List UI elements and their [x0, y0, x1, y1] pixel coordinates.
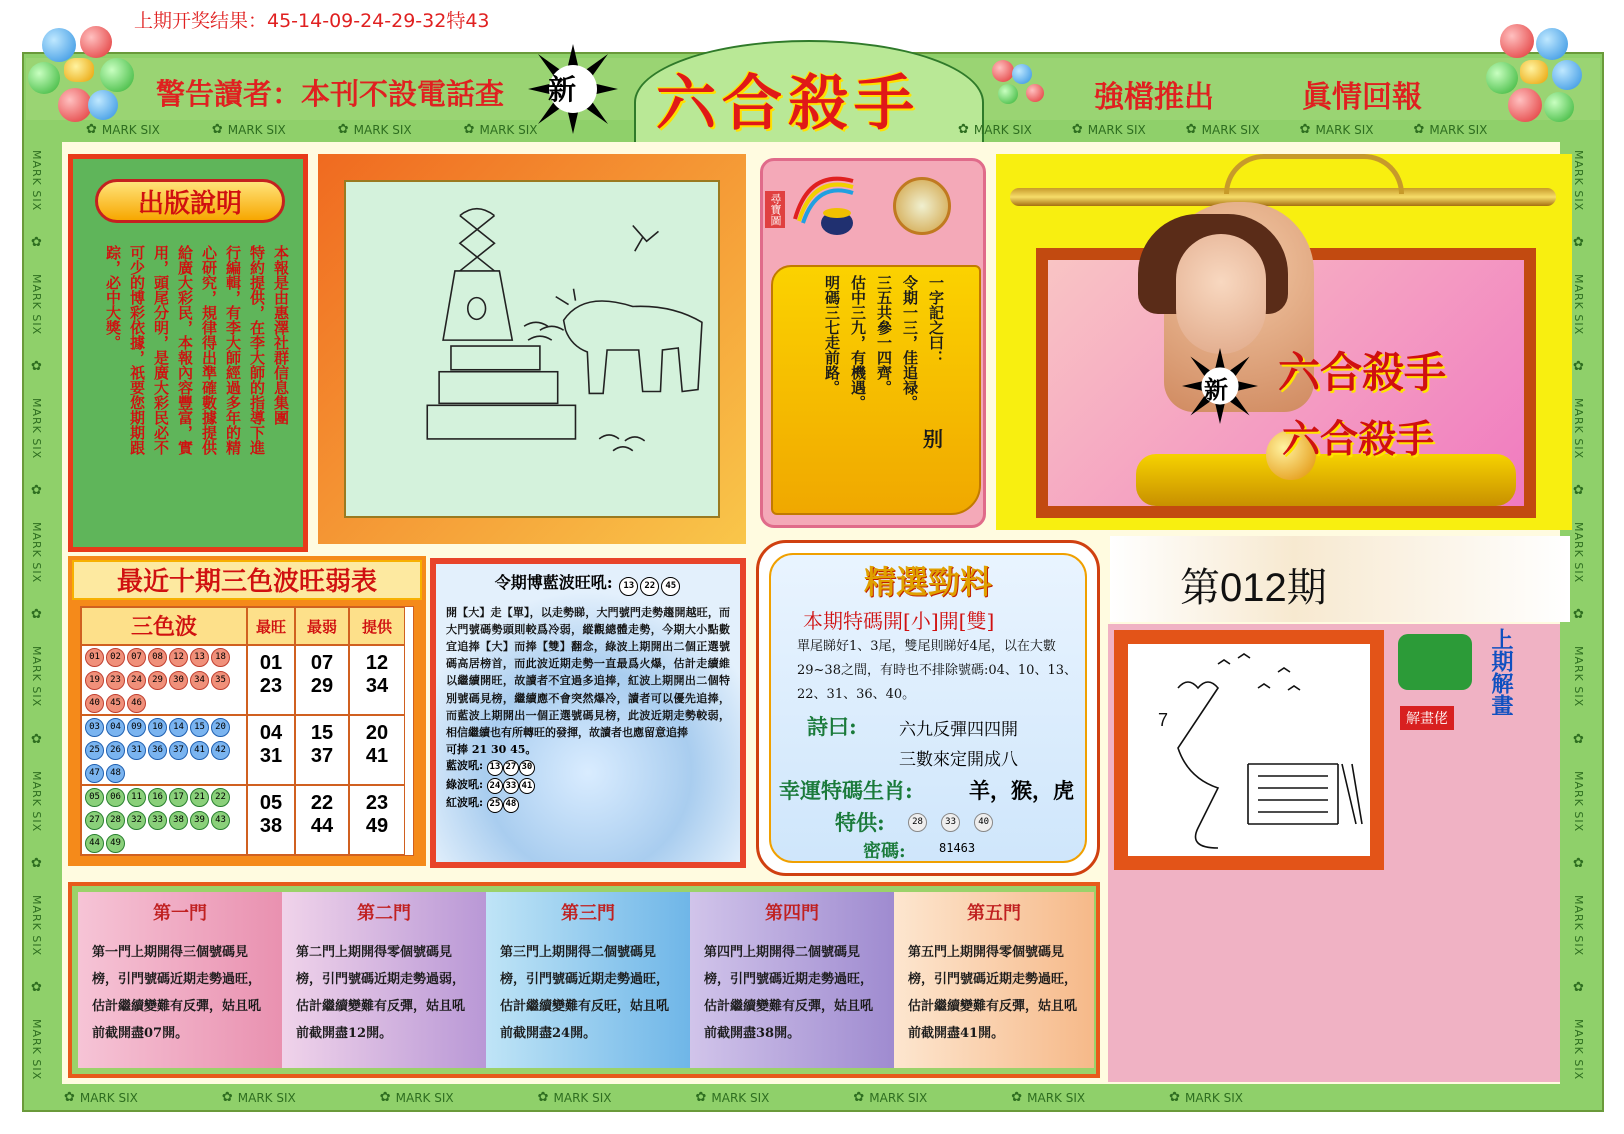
header-min: 最弱 [295, 607, 349, 645]
poem-label: 詩曰: [807, 714, 857, 739]
wave-table: 三色波 最旺 最弱 提供 01 02 07 08 12 13 18 19 23 24 29 30 34 35 40 45 46 01 23 07 29 12 34 03 04 09 10 14 15 20 25 26 31 36 37 41 42 47 48 04 31 15 37 20 41 05 06 11 16 17 21 22 27 28 32 33 38 39 43 44 49 05 38 22 44 23 49 [80, 606, 414, 856]
book-icon [1398, 634, 1472, 690]
code-label: 密碼: [863, 841, 906, 862]
publication-body: 本報是由惠澤社群信息集團 特約提供，在李大師的指導下進 行編輯，有李大師經過多年的精 心研究，規律得出準確數據提供 給廣大彩民，本報內容豐富，實 用，頭尾分明，是廣大彩民必不 可少的博彩依據，祇要您期期跟 踪，必中大獎。 [104, 245, 290, 455]
scroll-signature: 别 [923, 427, 943, 451]
green-ball: 06 [106, 788, 125, 807]
new-badge-text: 新 [548, 73, 577, 106]
doors-panel [68, 882, 1100, 1078]
blue-ball: 09 [127, 718, 146, 737]
scroll-panel [760, 158, 986, 528]
publication-panel [68, 154, 308, 552]
watermark-col-right: MARK SIX ✿ MARK SIX ✿ MARK SIX ✿ MARK SIX ✿ MARK SIX ✿ MARK SIX ✿ MARK SIX ✿ MARK SIX [1572, 150, 1585, 1080]
zodiac-value: 羊，猴，虎 [969, 778, 1074, 803]
green-ball: 22 [211, 788, 230, 807]
blue-wave-body: 開【大】走【單】，以走勢睇，大門號門走勢趨開越旺，而大門號碼勢頭則較爲冷弱，縱觀總體走勢，今期大小點數宜追捧【大】而捧【雙】翻念，綠波上期開出二個正選號碼高居榜首，而此波近期走勢一直最爲火爆，估計走續維以繼續開旺，故讀者不宜過多追捧，紅波上期開出二個特別號碼見榜，繼續應不會突然爆冷，讀者可以優先追捧，而藍波上期開出一個正選號碼見榜，此波近期走勢較弱，相信繼續也有所轉旺的發揮，故讀者也應留意追捧 [446, 605, 730, 739]
logo-title: 六合殺手 [656, 69, 920, 139]
blue-wave-extra: 可捧 21 30 45。 [446, 743, 537, 757]
warning-text: 警告讀者：本刊不設電話查 [156, 77, 505, 111]
code-value: 81463 [939, 841, 976, 855]
selected-title: 精選勁料 [863, 563, 992, 601]
blue-wave-picks: 藍波吼: 13 27 30 綠波吼: 24 33 41 紅波吼: 25 48 [446, 757, 730, 813]
green-ball: 49 [106, 834, 125, 853]
door-1: 第一門 第一門上期開得三個號碼見榜，引門號碼近期走勢過旺，估計繼續變難有反彈，姑且吼前截開盡07開。 [78, 892, 282, 1068]
issue-box [1110, 536, 1570, 622]
blue-ball: 48 [106, 764, 125, 783]
red-ball: 02 [106, 648, 125, 667]
red-ball: 13 [190, 648, 209, 667]
green-ball: 28 [106, 811, 125, 830]
blue-ball: 25 [85, 741, 104, 760]
blue-ball: 26 [106, 741, 125, 760]
watermark-col-left: MARK SIX ✿ MARK SIX ✿ MARK SIX ✿ MARK SIX ✿ MARK SIX ✿ MARK SIX ✿ MARK SIX ✿ MARK SIX [30, 150, 43, 1080]
blue-ball: 20 [211, 718, 230, 737]
red-ball: 12 [169, 648, 188, 667]
special-size-line: 本期特碼開[小]開[雙] [803, 609, 995, 633]
riddle-title: 上期解畫 [1488, 628, 1514, 716]
slogan-left: 強檔推出 [1094, 80, 1214, 115]
green-ball: 17 [169, 788, 188, 807]
blue-ball: 14 [169, 718, 188, 737]
red-ball: 40 [85, 694, 104, 713]
blue-ball: 03 [85, 718, 104, 737]
drawing-panel [318, 154, 746, 544]
blue-ball: 42 [211, 741, 230, 760]
door-3: 第三門 第三門上期開得二個號碼見榜，引門號碼近期走勢過旺，估計繼續變難有反旺，姑且吼前截開盡24開。 [486, 892, 690, 1068]
green-ball: 33 [148, 811, 167, 830]
photo-panel [996, 154, 1572, 530]
red-ball: 19 [85, 671, 104, 690]
riddle-seven: 7 [1158, 710, 1169, 730]
lucky-charm-icon [893, 177, 951, 235]
green-ball: 43 [211, 811, 230, 830]
red-ball: 24 [127, 671, 146, 690]
zodiac-label: 幸運特碼生肖: [779, 778, 913, 803]
blue-ball: 10 [148, 718, 167, 737]
green-ball: 21 [190, 788, 209, 807]
red-ball: 29 [148, 671, 167, 690]
blue-ball: 37 [169, 741, 188, 760]
rainbow-pot-icon [789, 169, 859, 239]
red-ball: 30 [169, 671, 188, 690]
blue-ball: 15 [190, 718, 209, 737]
scroll-seal: 尋寶圖 [765, 191, 785, 228]
watermark-row-top-right: ✿ MARK SIX ✿ MARK SIX ✿ MARK SIX ✿ MARK SIX ✿ MARK SIX [958, 122, 1488, 137]
blue-ball: 41 [190, 741, 209, 760]
special-label: 特供: [835, 810, 885, 835]
blue-wave-title: 令期博藍波旺吼: 13 22 45 [446, 570, 730, 598]
red-ball: 23 [106, 671, 125, 690]
photo-new-badge: 新 [1204, 376, 1228, 404]
last-result-line: 上期开奖结果：45-14-09-24-29-32特43 [134, 10, 490, 32]
blue-ball: 04 [106, 718, 125, 737]
poem-line-1: 六九反彈四四開 [899, 720, 1018, 740]
red-wave-balls [81, 645, 247, 715]
wave-table-panel [68, 556, 426, 866]
watermark-row-top-left: ✿ MARK SIX ✿ MARK SIX ✿ MARK SIX ✿ MARK SIX [86, 122, 538, 137]
green-ball: 32 [127, 811, 146, 830]
red-ball: 08 [148, 648, 167, 667]
watermark-row-bottom: ✿ MARK SIX ✿ MARK SIX ✿ MARK SIX ✿ MARK SIX ✿ MARK SIX ✿ MARK SIX ✿ MARK SIX ✿ MARK SIX [64, 1090, 1243, 1105]
photo-logo-2: 六合殺手 [1282, 416, 1435, 461]
red-ball: 34 [190, 671, 209, 690]
red-ball: 07 [127, 648, 146, 667]
green-ball: 05 [85, 788, 104, 807]
publication-title: 出版說明 [137, 188, 242, 219]
green-ball: 39 [190, 811, 209, 830]
green-wave-balls [81, 785, 247, 855]
blue-wave-panel [430, 558, 746, 868]
riddle-sketch-icon [1128, 644, 1370, 856]
riddle-frame [1114, 630, 1384, 870]
green-ball: 38 [169, 811, 188, 830]
poem-line-2: 三數來定開成八 [899, 750, 1018, 770]
photo-logo-1: 六合殺手 [1278, 348, 1447, 397]
blue-ball: 31 [127, 741, 146, 760]
red-ball: 45 [106, 694, 125, 713]
blue-ball: 36 [148, 741, 167, 760]
slogan-right: 眞情回報 [1302, 80, 1422, 115]
ox-sketch-icon [344, 180, 720, 518]
riddle-panel [1108, 624, 1560, 1082]
selected-tips-panel [756, 540, 1100, 876]
red-ball: 01 [85, 648, 104, 667]
blue-wave-balls [81, 715, 247, 785]
scroll-text: 一字記之曰： 令期一三，佳追禄。 三五共參一四齊。 估中三九，有機遇。 明碼三七走前路。 [823, 275, 945, 410]
blue-ball: 47 [85, 764, 104, 783]
wave-table-title: 最近十期三色波旺弱表 [72, 560, 422, 600]
special-numbers: 28 33 40 [907, 809, 994, 834]
issue-label: 第012期 [1180, 566, 1327, 610]
header-wave: 三色波 [81, 607, 247, 645]
door-4: 第四門 第四門上期開得二個號碼見榜，引門號碼近期走勢過旺，估計繼續變難有反彈，姑且吼前截開盡38開。 [690, 892, 894, 1068]
green-ball: 27 [85, 811, 104, 830]
header-max: 最旺 [247, 607, 295, 645]
selected-text: 單尾睇好1、3尾，雙尾則睇好4尾，以在大數29~38之間，有時也不排除號碼:04、10、13、22、31、36、40。 [797, 639, 1077, 702]
red-ball: 35 [211, 671, 230, 690]
header-provide: 提供 [349, 607, 405, 645]
riddle-seal: 解畫佬 [1400, 706, 1454, 730]
green-ball: 16 [148, 788, 167, 807]
red-ball: 18 [211, 648, 230, 667]
door-2: 第二門 第二門上期開得零個號碼見榜，引門號碼近期走勢過弱，估計繼續變難有反彈，姑且吼前截開盡12開。 [282, 892, 486, 1068]
red-ball: 46 [127, 694, 146, 713]
green-ball: 44 [85, 834, 104, 853]
door-5: 第五門 第五門上期開得零個號碼見榜，引門號碼近期走勢過旺，估計繼續變難有反彈，姑且吼前截開盡41開。 [894, 892, 1094, 1068]
green-ball: 11 [127, 788, 146, 807]
